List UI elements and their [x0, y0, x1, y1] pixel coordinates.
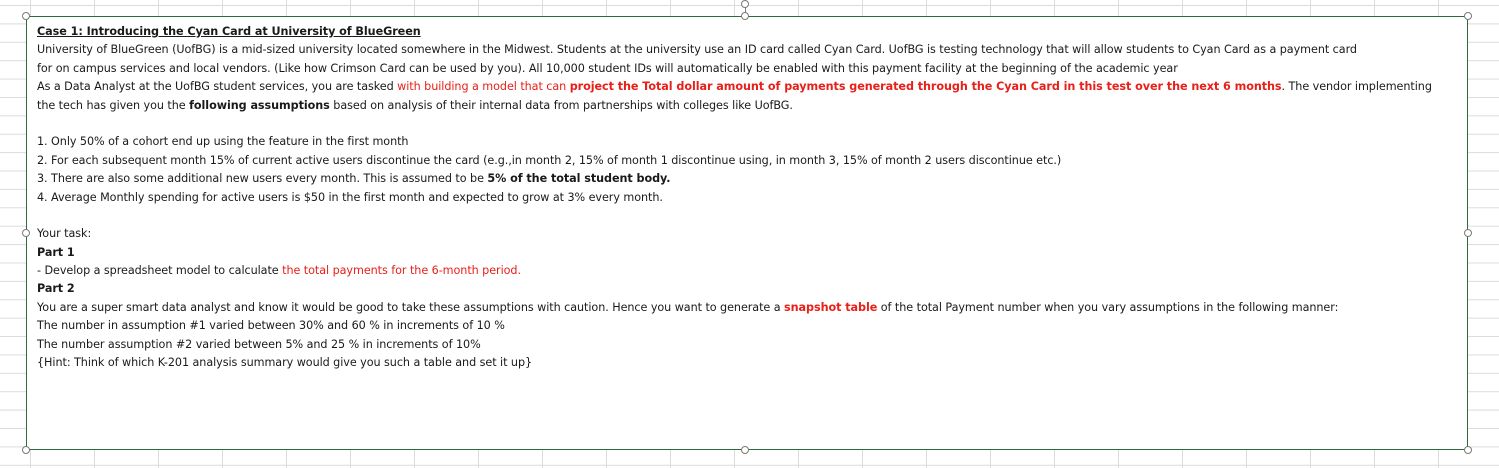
- resize-handle-bottom-center[interactable]: [741, 446, 749, 454]
- assumption-1: 1. Only 50% of a cohort end up using the feature in the first month: [37, 135, 409, 149]
- part-2-line-3: The number assumption #2 varied between 5% and 25 % in increments of 10%: [37, 337, 481, 351]
- resize-handle-middle-left[interactable]: [22, 229, 30, 237]
- task-desc-red: with building a model that can: [397, 80, 570, 94]
- task-desc2-text: the tech has given you the: [37, 98, 190, 112]
- assumption-4: 4. Average Monthly spending for active users is $50 in the first month and expected to grow at 3% every month.: [37, 190, 663, 204]
- part-1-red: the total payments for the 6-month period.: [282, 264, 521, 278]
- part-2-hint: {Hint: Think of which K-201 analysis summary would give you such a table and set it up}: [37, 356, 533, 370]
- assumption-3-bold: 5% of the total student body.: [487, 172, 671, 186]
- assumption-3: [37, 170, 1467, 188]
- task-description-line-1: [37, 78, 1467, 96]
- intro-line-2: for on campus services and local vendors. (Like how Crimson Card can be used by you). All 10,000 student IDs will automatically be enabled with this payment facility at the beginning of the academic year: [37, 61, 1178, 75]
- part-2-end: of the total Payment number when you vary assumptions in the following manner:: [877, 300, 1339, 314]
- case-text-box[interactable]: [26, 16, 1468, 450]
- part-2-line-1: [37, 299, 1467, 317]
- case-title-line: [37, 23, 1467, 41]
- part-2-red-bold: snapshot table: [784, 300, 878, 314]
- part-1-text: - Develop a spreadsheet model to calculate: [37, 264, 283, 278]
- part-2-text: You are a super smart data analyst and know it would be good to take these assumptions with caution. Hence you want to generate a: [37, 300, 785, 314]
- resize-handle-bottom-left[interactable]: [22, 446, 30, 454]
- task-desc-text: As a Data Analyst at the UofBG student services, you are tasked: [37, 80, 398, 94]
- resize-handle-bottom-right[interactable]: [1464, 446, 1472, 454]
- task-desc2-end: based on analysis of their internal data from partnerships with colleges like UofBG.: [329, 98, 793, 112]
- assumption-3-text: 3. There are also some additional new users every month. This is assumed to be: [37, 172, 488, 186]
- rotation-handle[interactable]: [741, 0, 749, 8]
- resize-handle-middle-right[interactable]: [1464, 229, 1472, 237]
- task-desc-end: . The vendor implementing: [1281, 80, 1432, 94]
- resize-handle-top-center[interactable]: [741, 12, 749, 20]
- case-title: Case 1: Introducing the Cyan Card at University of BlueGreen: [37, 25, 421, 38]
- task-desc-red-bold: project the Total dollar amount of payments generated through the Cyan Card in this test over the next 6 months: [569, 80, 1282, 94]
- spacer: [37, 207, 1467, 225]
- part-2-heading: Part 2: [37, 282, 75, 296]
- resize-handle-top-left[interactable]: [22, 12, 30, 20]
- task-description-line-2: [37, 97, 1467, 115]
- intro-line-1: University of BlueGreen (UofBG) is a mid-sized university located somewhere in the Midwest. Students at the university use an ID card called Cyan Card. UofBG is testing technology that will allow students to Cyan Card as a payment card: [37, 43, 1357, 57]
- spacer: [37, 115, 1467, 133]
- your-task-heading: Your task:: [37, 227, 92, 241]
- part-1-heading: Part 1: [37, 245, 75, 259]
- assumption-2: 2. For each subsequent month 15% of current active users discontinue the card (e.g.,in month 2, 15% of month 1 discontinue using, in month 3, 15% of month 2 users discontinue etc.): [37, 153, 1062, 167]
- task-desc2-bold: following assumptions: [189, 98, 330, 112]
- part-2-line-2: The number in assumption #1 varied between 30% and 60 % in increments of 10 %: [37, 319, 505, 333]
- part-1-line: [37, 262, 1467, 280]
- resize-handle-top-right[interactable]: [1464, 12, 1472, 20]
